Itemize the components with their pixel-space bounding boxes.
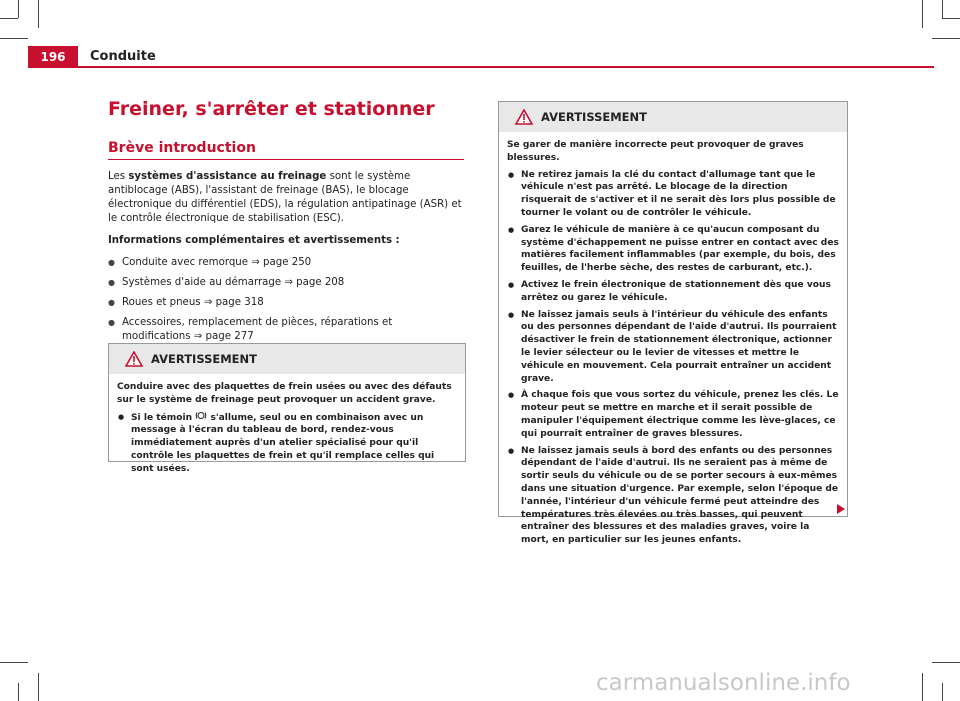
- warning-bullet: ● Si le témoin s'allume, seul ou en combinaison avec un message à l'écran du tableau de bord, rendez-vous immédiatement auprès d'un atelier spécialisé pour qu'il contrôle les plaquettes de frein et qu'il remplace celles qui sont usées.: [117, 411, 457, 476]
- warning-bullet: ● Ne laissez jamais seuls à bord des enfants ou des personnes dépendant de l'aide d'autrui. Ils ne seraient pas à même de sortir seuls du véhicule ou de se porter secours à eux-mêmes dans une situation d'urgence. Par exemple, selon l'époque de l'année, l'intérieur d'un véhicule fermé peut atteindre des températures très élevées ou très basses, qui peuvent entraîner des blessures et des maladies graves, voire la mort, en particulier sur les jeunes enfants.: [507, 445, 839, 547]
- intro-bold-term: systèmes d'assistance au freinage: [128, 171, 327, 182]
- crop-mark: [0, 662, 28, 663]
- warning-title: AVERTISSEMENT: [541, 110, 648, 124]
- crop-mark: [922, 0, 923, 28]
- warning-body: [109, 374, 465, 486]
- chapter-title: Conduite: [90, 49, 156, 64]
- crop-mark: [0, 18, 18, 19]
- warning-intro: Se garer de manière incorrecte peut provoquer de graves blessures.: [507, 140, 804, 163]
- warning-bullet: ● Ne laissez jamais seuls à l'intérieur du véhicule des enfants ou des personnes dépendant de l'aide d'autrui. Ils pourraient désactiver le frein de stationnement électronique, actionner le levier sélecteur ou le levier de vitesses et mettre le véhicule en mouvement. Cela pourrait entraîner un accident grave.: [507, 309, 839, 386]
- crop-mark: [0, 38, 28, 39]
- warning-box-parking: [498, 101, 848, 546]
- crop-mark: [932, 38, 960, 39]
- list-item[interactable]: ● Roues et pneus ⇒ page 318: [108, 296, 464, 310]
- crop-mark: [38, 0, 39, 28]
- warning-bullet: ● À chaque fois que vous sortez du véhicule, prenez les clés. Le moteur peut se mettre en marche et il serait possible de manipuler l'équipement électrique comme les lève-glaces, ce qui pourrait entraîner de graves blessures.: [507, 389, 839, 440]
- warning-bullet: ● Ne retirez jamais la clé du contact d'allumage tant que le véhicule n'est pas arrêté. Le blocage de la direction risquerait de s'activer et il ne serait dès lors plus possible de tourner le volant ou de contrôler le véhicule.: [507, 169, 839, 220]
- warning-intro: Conduire avec des plaquettes de frein usées ou avec des défauts sur le système de freinage peut provoquer un accident grave.: [117, 382, 452, 405]
- crop-mark: [942, 683, 943, 701]
- warning-bullet: ● Garez le véhicule de manière à ce qu'aucun composant du système d'échappement ne puisse entrer en contact avec des matières facilement inflammables (par exemple, du bois, des feuilles, de l'herbe sèche, des restes de carburant, etc.).: [507, 224, 839, 275]
- section-subtitle: Brève introduction: [108, 140, 256, 156]
- list-item[interactable]: ● Accessoires, remplacement de pièces, réparations et modifications ⇒ page 277: [108, 316, 464, 344]
- crop-mark: [18, 0, 19, 18]
- crop-mark: [942, 18, 960, 19]
- header-rule: [28, 66, 934, 68]
- left-column: [108, 170, 464, 350]
- continue-arrow-icon[interactable]: [836, 500, 846, 519]
- warning-bullet: ● Activez le frein électronique de stationnement dès que vous arrêtez ou garez le véhicule.: [507, 279, 839, 305]
- brake-warning-lamp-icon: [195, 413, 207, 423]
- crop-mark: [38, 673, 39, 701]
- page-number: 196: [28, 46, 78, 68]
- warning-box-brakes: [108, 343, 466, 474]
- info-list: [108, 256, 464, 344]
- warning-triangle-icon: [515, 109, 533, 125]
- warning-header: [109, 344, 465, 374]
- list-item[interactable]: ● Conduite avec remorque ⇒ page 250: [108, 256, 464, 270]
- info-heading: Informations complémentaires et avertissements :: [108, 235, 400, 246]
- warning-triangle-icon: [125, 351, 143, 367]
- warning-body: [499, 132, 847, 557]
- section-title: Freiner, s'arrêter et stationner: [108, 98, 435, 120]
- list-item[interactable]: ● Systèmes d'aide au démarrage ⇒ page 208: [108, 276, 464, 290]
- crop-mark: [932, 662, 960, 663]
- subtitle-rule: [108, 159, 464, 160]
- warning-header: [499, 102, 847, 132]
- crop-mark: [942, 0, 943, 18]
- watermark: carmanualsonline.info: [596, 670, 851, 696]
- crop-mark: [18, 683, 19, 701]
- warning-title: AVERTISSEMENT: [151, 352, 258, 366]
- crop-mark: [922, 673, 923, 701]
- intro-paragraph: Les systèmes d'assistance au freinage sont le système antiblocage (ABS), l'assistant de freinage (BAS), le blocage électronique du différentiel (EDS), la régulation antipatinage (ASR) et le contrôle électronique de stabilisation (ESC).: [108, 171, 462, 224]
